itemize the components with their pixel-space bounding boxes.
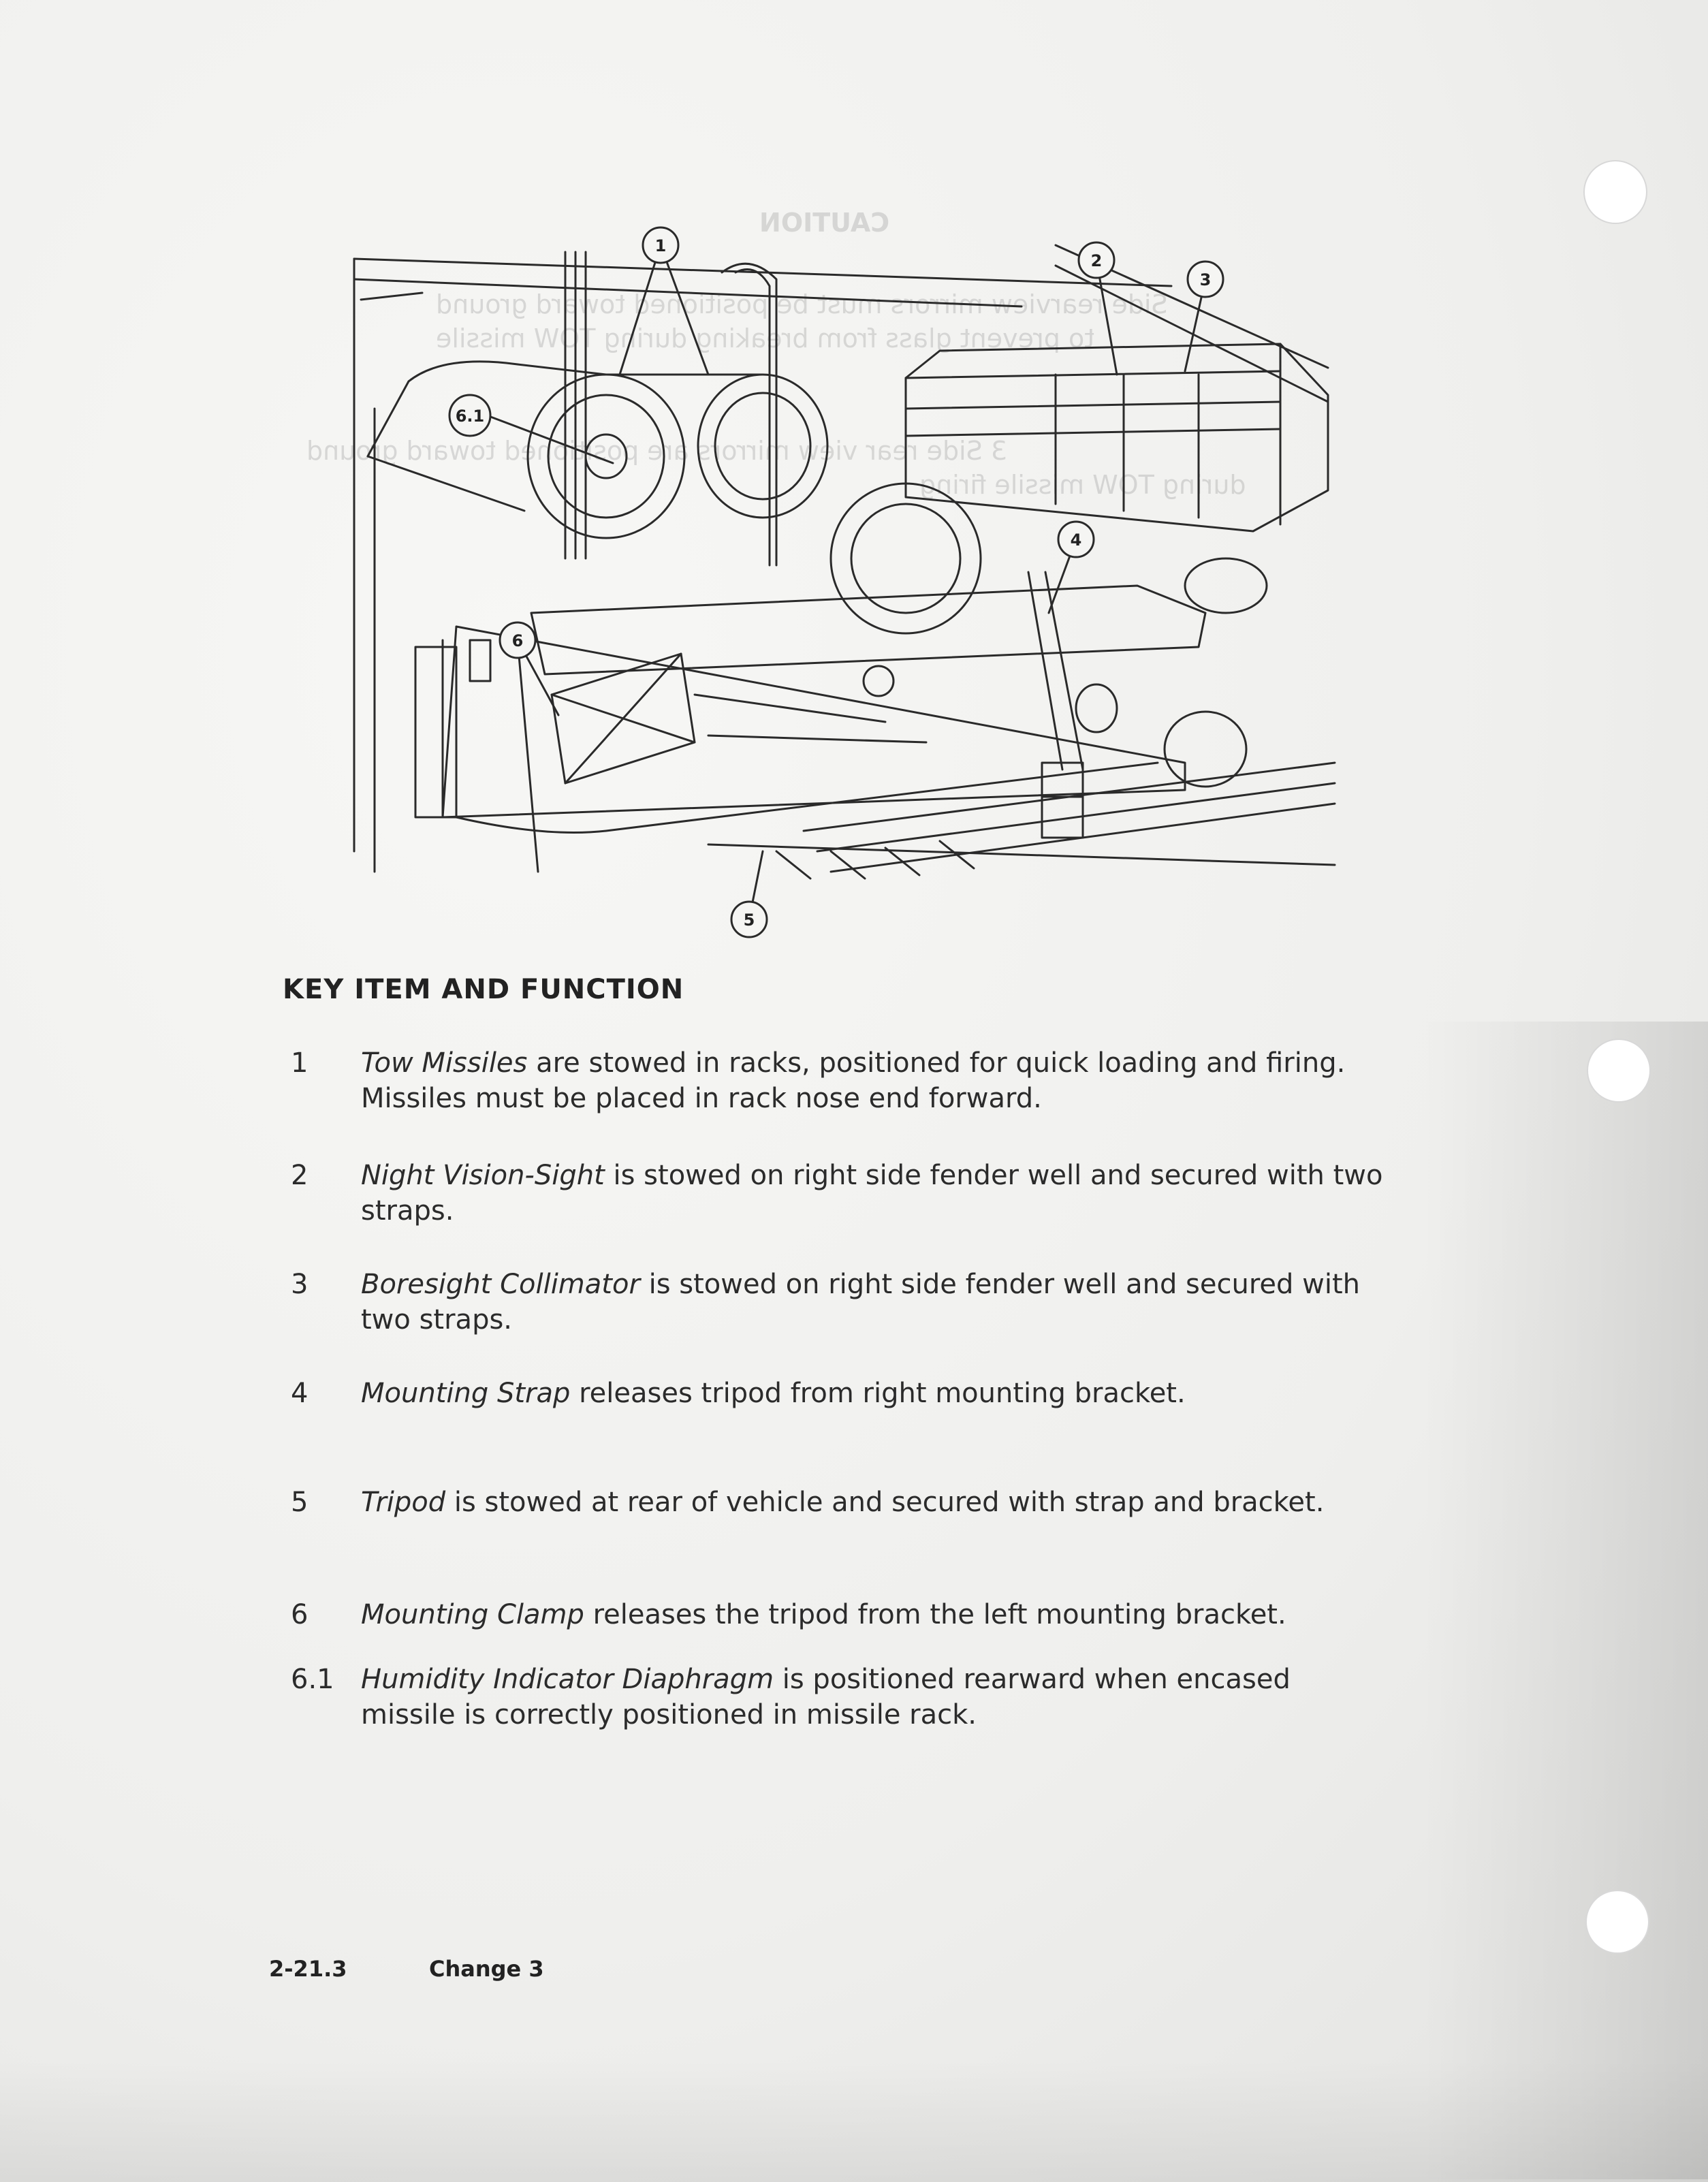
- stowage-illustration: [341, 204, 1348, 947]
- key-number: 2: [291, 1160, 309, 1191]
- item-function: is stowed on right side fender well and secured with two straps.: [361, 1160, 1383, 1227]
- key-item: [283, 1597, 1386, 1632]
- bleed-through-line: CAUTION: [759, 208, 890, 238]
- item-name: Tow Missiles: [361, 1047, 528, 1079]
- callout-1: 1: [654, 236, 667, 255]
- key-item: [283, 1662, 1386, 1733]
- key-item: [283, 1158, 1386, 1229]
- key-number: 6: [291, 1599, 309, 1630]
- key-item: [283, 1267, 1386, 1338]
- callout-5: 5: [743, 911, 755, 930]
- item-function: is stowed at rear of vehicle and secured with strap and bracket.: [445, 1487, 1325, 1518]
- key-description: [361, 1662, 1386, 1733]
- key-item: [283, 1045, 1386, 1116]
- key-description: [361, 1045, 1386, 1116]
- change-label: Change 3: [429, 1956, 544, 1982]
- key-number: 5: [291, 1487, 309, 1518]
- key-description: [361, 1597, 1386, 1632]
- key-item: [283, 1485, 1386, 1520]
- item-function: is stowed on right side fender well and secured with two straps.: [361, 1269, 1360, 1335]
- binder-hole-bottom: [1585, 1890, 1649, 1954]
- item-name: Night Vision-Sight: [361, 1160, 605, 1191]
- bleed-through-line: 3 Side rear view mirrors are positioned toward ground: [306, 436, 1008, 466]
- key-number: 4: [291, 1378, 309, 1409]
- callout-4: 4: [1070, 531, 1082, 550]
- key-number: 6.1: [291, 1664, 334, 1695]
- item-name: Mounting Strap: [361, 1378, 571, 1409]
- binder-hole-middle: [1587, 1039, 1651, 1103]
- key-number: 3: [291, 1269, 309, 1300]
- item-function: is positioned rearward when encased missile is correctly positioned in missile rack.: [361, 1664, 1291, 1730]
- item-name: Tripod: [361, 1487, 446, 1518]
- page-shadow: [1422, 1022, 1708, 2179]
- page-bottom-shadow: [0, 2059, 1708, 2182]
- item-function: releases tripod from right mounting bracket.: [570, 1378, 1186, 1409]
- key-number: 1: [291, 1047, 309, 1079]
- page-number: 2-21.3: [269, 1956, 347, 1982]
- item-name: Boresight Collimator: [361, 1269, 640, 1300]
- callout-6-1: 6.1: [455, 407, 485, 426]
- item-name: Mounting Clamp: [361, 1599, 584, 1630]
- callout-6: 6: [511, 631, 524, 650]
- bleed-through-line: Side rearview mirrors must be positioned toward ground: [436, 289, 1168, 319]
- key-section-heading: KEY ITEM AND FUNCTION: [283, 974, 684, 1005]
- item-name: Humidity Indicator Diaphragm: [361, 1664, 774, 1695]
- key-description: [361, 1485, 1386, 1520]
- callout-2: 2: [1090, 251, 1103, 270]
- key-description: [361, 1267, 1386, 1338]
- bleed-through-line: during TOW missile firing: [919, 470, 1246, 500]
- callout-3: 3: [1199, 270, 1212, 289]
- key-description: [361, 1376, 1386, 1411]
- key-description: [361, 1158, 1386, 1229]
- item-function: releases the tripod from the left mounting bracket.: [584, 1599, 1286, 1630]
- binder-hole-top: [1583, 160, 1647, 224]
- key-item: [283, 1376, 1386, 1411]
- item-function: are stowed in racks, positioned for quick loading and firing. Missiles must be placed in rack nose end forward.: [361, 1047, 1346, 1114]
- bleed-through-line: to prevent glass from breaking during TOW missile: [436, 323, 1095, 353]
